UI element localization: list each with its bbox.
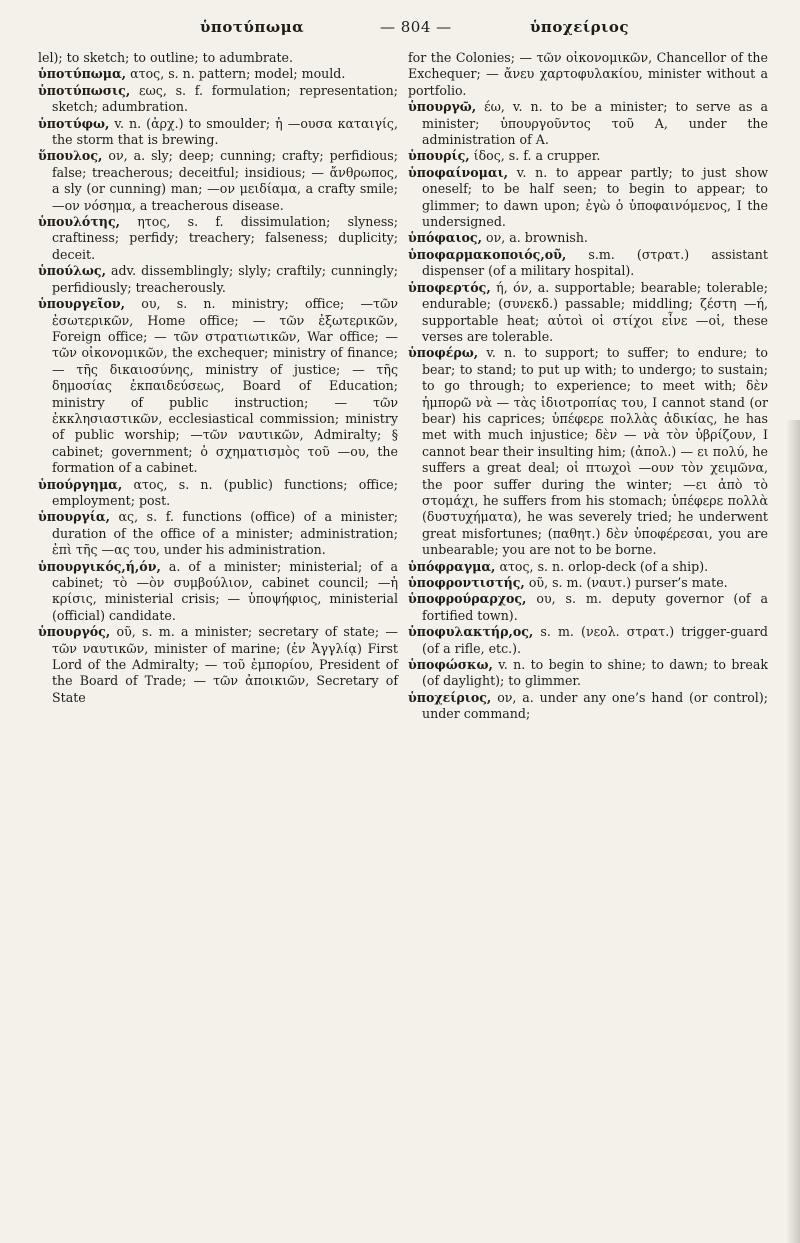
dictionary-entry bbox=[38, 624, 398, 706]
entry-headword: ὑποφαρμακοποιός,οῦ, bbox=[408, 246, 567, 262]
dictionary-entry bbox=[408, 165, 768, 231]
entry-headword: ὑπόφραγμα, bbox=[408, 558, 496, 574]
entry-definition: οῦ, s. m. (ναυτ.) purser’s mate. bbox=[528, 575, 728, 590]
dictionary-entry bbox=[408, 591, 768, 624]
entry-headword: ὑποφρούραρχος, bbox=[408, 591, 527, 607]
dictionary-entry bbox=[408, 230, 768, 246]
entry-headword: ὑποφέρω, bbox=[408, 345, 479, 361]
entry-definition: οῦ, s. m. a minister; secretary of state; — τῶν ναυτικῶν, minister of marine; (ἐν Ἀγγλίᾳ) First Lord of the Admiralty; — τοῦ ἐμπορίου, President of the Board of Trade; — τῶν ἀποικιῶν, Secretary of State bbox=[52, 624, 398, 705]
entry-definition: s. m. (νεολ. στρατ.) trigger-guard (of a rifle, etc.). bbox=[422, 624, 768, 656]
entry-definition: ίδος, s. f. a crupper. bbox=[473, 148, 601, 164]
page-number: — 804 — bbox=[380, 18, 452, 36]
entry-definition: ου, s. n. ministry; office; —τῶν ἐσωτερικῶν, Home office; — τῶν ἐξωτερικῶν, Foreign office; — τῶν στρατιωτικῶν, War office; — τῶν οἰκονομικῶν, the exchequer; ministry of finance; — τῆς δικαιοσύνης, ministry of justice; — τῆς δημοσίας ἐκπαιδεύσεως, Board of Education; ministry of public instruction; — τῶν ἐκκλησιαστικῶν, ecclesiastical commission; ministry of public worship; —τῶν ναυτικῶν, Admiralty; § cabinet; government; ὁ σχηματισμὸς τοῦ —ου, the formation of a cabinet. bbox=[52, 296, 398, 476]
dictionary-entry bbox=[408, 624, 768, 657]
entry-headword: ὑπουλότης, bbox=[38, 214, 121, 230]
entry-definition: v. n. to appear partly; to just show oneself; to be half seen; to begin to appear; to glimmer; to dawn upon; ἐγὼ ὁ ὑποφαινόμενος, I the undersigned. bbox=[422, 164, 768, 230]
entry-headword: ὑποφώσκω, bbox=[408, 657, 493, 673]
entry-headword: ὑπουργῶ, bbox=[408, 99, 477, 115]
entry-definition: ατος, s. n. (public) functions; office; employment; post. bbox=[52, 476, 398, 508]
entry-definition: v. n. (ἀρχ.) to smoulder; ἡ —ουσα καταιγίς, the storm that is brewing. bbox=[52, 115, 398, 148]
dictionary-entry bbox=[38, 559, 398, 625]
entry-headword: ὑπουργία, bbox=[38, 509, 110, 525]
dictionary-entry bbox=[38, 296, 398, 476]
dictionary-entry bbox=[408, 50, 768, 99]
entry-definition: ον, a. sly; deep; cunning; crafty; perfidious; false; treacherous; deceitful; insidious; — ἄνθρωπος, a sly (or cunning) man; —ον μειδίαμα, a crafty smile; —ον νόσημα, a treacherous disease. bbox=[52, 148, 398, 213]
dictionary-entry bbox=[38, 83, 398, 116]
page-edge-shadow bbox=[786, 420, 800, 1243]
entry-headword: ὑπούλως, bbox=[38, 263, 106, 279]
entry-definition: ατος, s. n. pattern; model; mould. bbox=[130, 66, 346, 82]
dictionary-entry bbox=[408, 247, 768, 280]
entry-headword: ὑποτύφω, bbox=[38, 115, 110, 131]
dictionary-entry bbox=[38, 509, 398, 558]
left-column bbox=[38, 50, 398, 706]
entry-headword: ὑπόφαιος, bbox=[408, 230, 482, 246]
dictionary-entry bbox=[38, 148, 398, 214]
dictionary-entry bbox=[38, 116, 398, 149]
entry-headword: ὑποφαίνομαι, bbox=[408, 164, 509, 180]
dictionary-entry bbox=[408, 657, 768, 690]
entry-headword: ὑπουργός, bbox=[38, 624, 111, 640]
entry-headword: ὑπουρίς, bbox=[408, 148, 470, 164]
entry-definition: for the Colonies; — τῶν οἰκονομικῶν, Chancellor of the Exchequer; — ἄνευ χαρτοφυλακίου, minister without a portfolio. bbox=[408, 50, 768, 98]
entry-definition: ή, όν, a. supportable; bearable; tolerable; endurable; (συνεκδ.) passable; middling; ζέστη —ή, supportable heat; αὐτοὶ οἱ στίχοι εἶνε —οἱ, these verses are tolerable. bbox=[422, 279, 768, 344]
entry-definition: adv. dissemblingly; slyly; craftily; cunningly; perfidiously; treacherously. bbox=[52, 263, 398, 295]
entry-headword: ὑποφερτός, bbox=[408, 279, 491, 295]
dictionary-entry bbox=[408, 690, 768, 723]
dictionary-entry bbox=[408, 345, 768, 558]
dictionary-entry bbox=[38, 50, 398, 66]
dictionary-entry bbox=[38, 263, 398, 296]
entry-definition: ας, s. f. functions (office) of a minister; duration of the office of a minister; administration; ἐπὶ τῆς —ας του, under his administration. bbox=[52, 509, 398, 558]
entry-definition: s.m. (στρατ.) assistant dispenser (of a military hospital). bbox=[422, 246, 768, 279]
page-header bbox=[0, 16, 800, 44]
dictionary-entry bbox=[408, 575, 768, 591]
dictionary-entry bbox=[408, 559, 768, 575]
entry-headword: ὑπούργημα, bbox=[38, 476, 123, 492]
entry-headword: ὑποχείριος, bbox=[408, 689, 492, 705]
entry-definition: v. n. to support; to suffer; to endure; to bear; to stand; to put up with; to undergo; to sustain; to go through; to experience; to meet with; δὲν ἠμπορῶ νὰ — τὰς ἰδιοτροπίας του, I cannot stand (or bear) his caprices; ὑπέφερε πολλὰς ἀδικίας, he has met with much injustice; δὲν — νὰ τὸν ὑβρίζουν, I cannot bear their insulting him; (ἀπολ.) — ει πολύ, he suffers a great deal; οἱ πτωχοὶ —ουν τὸν χειμῶνα, the poor suffer during the winter; —ει ἀπὸ τὸ στομάχι, he suffers from his stomach; ὑπέφερε πολλὰ (δυστυχήματα), he was severely tried; he underwent great misfortunes; (παθητ.) δὲν ὑποφέρεσαι, you are unbearable; you are not to be borne. bbox=[422, 345, 768, 558]
dictionary-entry bbox=[408, 148, 768, 164]
entry-definition: ου, s. m. deputy governor (of a fortified town). bbox=[422, 591, 768, 623]
entry-headword: ὑποφροντιστής, bbox=[408, 575, 525, 590]
dictionary-entry bbox=[38, 477, 398, 510]
dictionary-entry bbox=[408, 99, 768, 148]
entry-definition: lel); to sketch; to outline; to adumbrate. bbox=[38, 50, 293, 65]
entry-headword: ὑπουργεῖον, bbox=[38, 296, 126, 312]
right-column bbox=[408, 50, 768, 723]
entry-definition: a. of a minister; ministerial; of a cabinet; τὸ —ὸν συμβούλιον, cabinet council; —ἡ κρίσις, ministerial crisis; — ὑποψήφιος, ministerial (official) candidate. bbox=[52, 558, 398, 623]
entry-definition: ον, a. under any one’s hand (or control); under command; bbox=[422, 689, 768, 722]
dictionary-entry bbox=[408, 280, 768, 346]
entry-headword: ὑποτύπωμα, bbox=[38, 66, 127, 82]
header-left-headword: ὑποτύπωμα bbox=[200, 18, 305, 36]
entry-definition: ητος, s. f. dissimulation; slyness; craftiness; perfidy; treachery; falseness; duplicity; deceit. bbox=[52, 214, 398, 262]
entry-definition: εως, s. f. formulation; representation; sketch; adumbration. bbox=[52, 82, 398, 115]
entry-definition: v. n. to begin to shine; to dawn; to break (of daylight); to glimmer. bbox=[422, 657, 768, 689]
dictionary-entry bbox=[38, 66, 398, 82]
entry-definition: ατος, s. n. orlop-deck (of a ship). bbox=[499, 558, 709, 574]
entry-headword: ὑπουργικός,ή,όν, bbox=[38, 558, 161, 574]
entry-definition: έω, v. n. to be a minister; to serve as a minister; ὑπουργοῦντος τοῦ Α, under the administration of A. bbox=[422, 99, 768, 148]
entry-headword: ὕπουλος, bbox=[38, 148, 103, 164]
entry-headword: ὑποτύπωσις, bbox=[38, 82, 131, 98]
entry-definition: ον, a. brownish. bbox=[486, 230, 588, 246]
entry-headword: ὑποφυλακτήρ,ος, bbox=[408, 624, 534, 640]
dictionary-entry bbox=[38, 214, 398, 263]
header-right-headword: ὑποχείριος bbox=[530, 18, 630, 36]
